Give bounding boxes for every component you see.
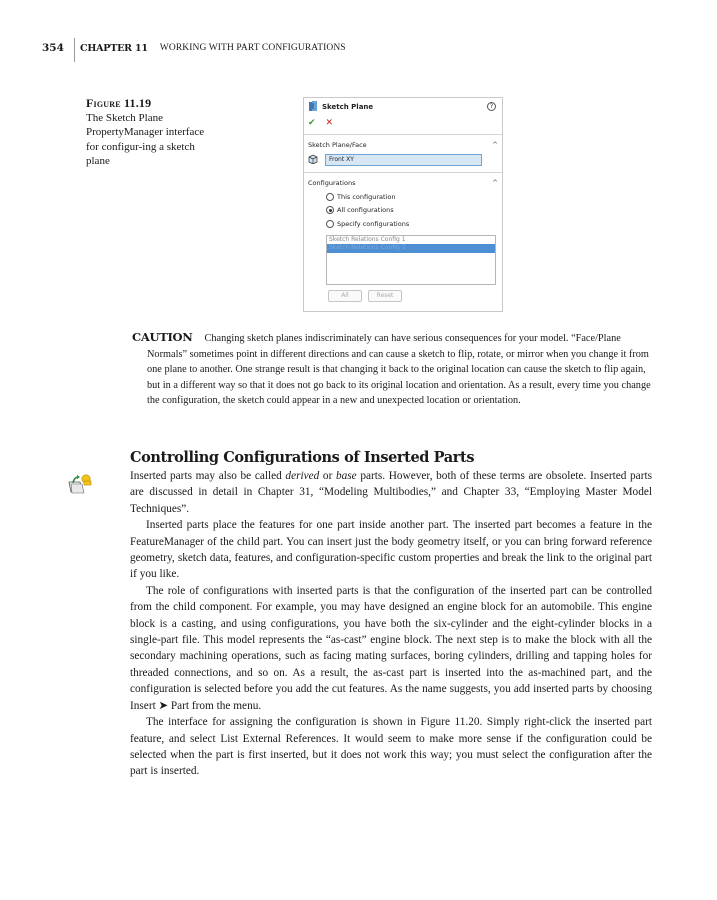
section-title: Configurations: [308, 179, 356, 187]
divider: [304, 172, 502, 173]
paragraph: The role of configurations with inserted parts is that the configuration of the inserted part can be controlled from the child component. For example, you may have designed an engine block for an automobile. This engine block is a casting, and using configurations, you have both the six-cylinder and the eight-cylinder blocks in a single-part file. This model represents the “as-cast” engine block. The next step is to make the block with all the secondary machining operations, such as facing mating surfaces, boring cylinders, drilling and tapping holes for threaded connections, and so on. As a result, the as-cast part is inserted into the as-machined part, and the configuration is selected before you add the cut features. As the name suggests, you add inserted parts by choosing Insert ➤ Part from the menu.: [130, 584, 652, 712]
caution-box: [132, 330, 652, 409]
insert-part-icon: [66, 472, 94, 496]
figure-caption-text: The Sketch Plane PropertyManager interface for configur-ing a sketch plane: [86, 111, 205, 167]
page-number: 354: [42, 42, 64, 54]
sketch-plane-face-row: [304, 152, 502, 168]
emphasis-derived: derived: [285, 470, 320, 482]
radio-label: All configurations: [337, 206, 394, 215]
body-text: [130, 468, 652, 780]
paragraph: [130, 468, 652, 517]
list-item[interactable]: Sketch Relations Config 1: [329, 235, 406, 243]
radio-label: This configuration: [337, 192, 396, 201]
chapter-title: WORKING WITH PART CONFIGURATIONS: [159, 43, 346, 53]
chevron-up-icon[interactable]: ^: [492, 179, 498, 187]
radio-button-selected[interactable]: [326, 206, 334, 214]
paragraph: Inserted parts place the features for one part inside another part. The inserted part becomes a feature in the FeatureManager of the child part. You can insert just the body geometry itself, or you can bring forward reference geometry, sketch data, features, and configuration-specific custom properties and break the link to the original part if you like.: [130, 519, 652, 581]
list-item-selected[interactable]: Sketch Relations Config 2: [327, 244, 495, 253]
ok-check-icon[interactable]: ✔: [308, 118, 316, 128]
radio-this-configuration[interactable]: [304, 190, 502, 204]
cancel-x-icon[interactable]: ✕: [325, 118, 334, 128]
chapter-label: CHAPTER 11: [80, 43, 148, 54]
pm-title: Sketch Plane: [322, 103, 374, 111]
radio-button[interactable]: [326, 220, 334, 228]
cube-face-icon: [308, 154, 318, 166]
figure-caption: [86, 96, 206, 169]
head-divider: [74, 38, 75, 62]
sketch-plane-property-manager: [303, 97, 503, 312]
reset-button[interactable]: Reset: [368, 290, 402, 302]
text-run: parts. However, both of these terms are obsolete. Inserted parts are discussed in detail in Chapter 31, “Modeling Multibodies,” and Chapter 33, “Employing Master Model Techniques”.: [130, 470, 652, 515]
radio-specify-configurations[interactable]: [304, 217, 502, 231]
help-icon[interactable]: ?: [487, 102, 496, 111]
radio-all-configurations[interactable]: [304, 204, 502, 218]
divider: [304, 134, 502, 135]
text-run: Inserted parts may also be called: [130, 470, 286, 482]
section-title: Sketch Plane/Face: [308, 141, 367, 149]
caution-label: CAUTION: [132, 330, 193, 344]
configurations-section-header[interactable]: [304, 176, 502, 190]
radio-label: Specify configurations: [337, 219, 410, 228]
section-heading: Controlling Configurations of Inserted Parts: [130, 449, 475, 466]
sketch-plane-face-field[interactable]: Front XY: [325, 154, 482, 166]
emphasis-base: base: [335, 470, 357, 482]
config-buttons: [328, 290, 502, 302]
radio-button[interactable]: [326, 193, 334, 201]
all-button[interactable]: All: [328, 290, 362, 302]
caution-text: Changing sketch planes indiscriminately can have serious consequences for your model. “Face/Plane Normals” sometimes point in different directions and can cause a sketch to flip, rotate, or mirror when you change it from one plane to another. One strange result is that changing it back to the original location can cause the sketch to flip again, but in a different way so that it does not go back to its original location and orientation. As a result, every time you change the configuration, the sketch could appear in a new and unexpected location or orientation.: [147, 333, 651, 407]
figure-label: Figure 11.19: [86, 96, 152, 110]
chevron-up-icon[interactable]: ^: [492, 141, 498, 149]
pm-header: [304, 98, 502, 116]
paragraph: The interface for assigning the configuration is shown in Figure 11.20. Simply right-click the inserted part feature, and select List External References. It would seem to make more sense if the configuration could be selected when the part is first inserted, but it does not work this way; you must select the configuration after the part is inserted.: [130, 716, 652, 778]
configurations-listbox[interactable]: [326, 235, 496, 285]
sketch-plane-face-section-header[interactable]: [304, 138, 502, 152]
sketch-plane-icon: [308, 101, 318, 114]
running-head: [42, 38, 346, 62]
text-run: or: [319, 470, 336, 482]
pm-actions: [304, 116, 502, 130]
